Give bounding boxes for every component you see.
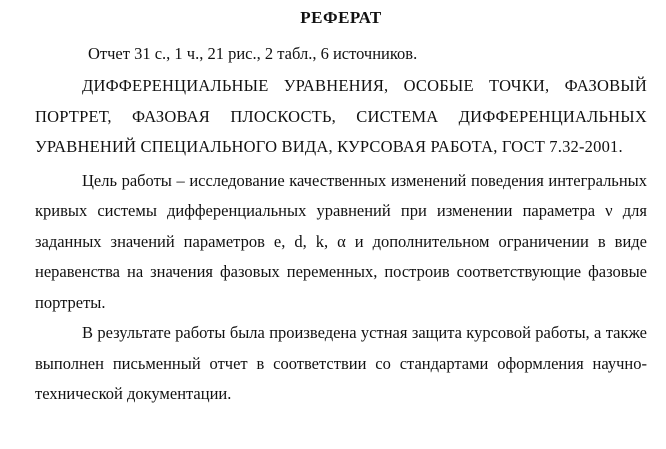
goal-paragraph: Цель работы – исследование качественных изменений поведения интегральных кривых системы дифференциальных уравнений при изменении параметра ν для заданных значений параметров e, d, k, α и дополнительном ограничении в виде неравенства на значения фазовых переменных, построив соответствующие фазовые портреты. [35, 170, 647, 312]
document-page [35, 0, 647, 410]
result-paragraph: В результате работы была произведена устная защита курсовой работы, а также выполнен письменный отчет в соответствии со стандартами оформления научно-технической документации. [35, 323, 647, 403]
document-title: РЕФЕРАТ [300, 8, 382, 27]
report-summary: Отчет 31 с., 1 ч., 21 рис., 2 табл., 6 источников. [88, 44, 418, 63]
keywords-paragraph: ДИФФЕРЕНЦИАЛЬНЫЕ УРАВНЕНИЯ, ОСОБЫЕ ТОЧКИ, ФАЗОВЫЙ ПОРТРЕТ, ФАЗОВАЯ ПЛОСКОСТЬ, СИСТЕМА ДИФФЕРЕНЦИАЛЬНЫХ УРАВНЕНИЙ СПЕЦИАЛЬНОГО ВИДА, КУРСОВАЯ РАБОТА, ГОСТ 7.32-2001. [35, 76, 647, 156]
